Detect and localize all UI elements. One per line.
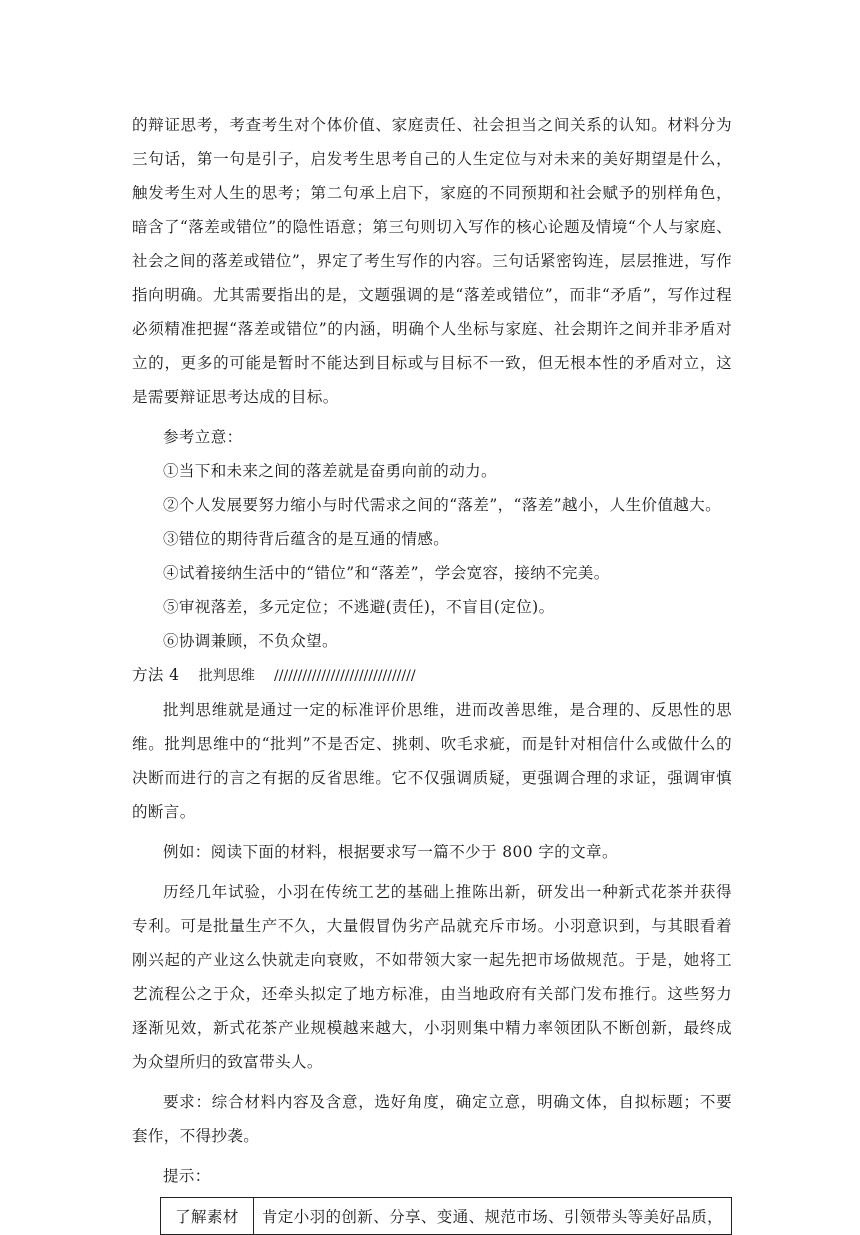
method-heading <box>132 658 732 693</box>
reference-item: ⑥协调兼顾，不负众望。 <box>163 632 338 650</box>
reference-item: ①当下和未来之间的落差就是奋勇向前的动力。 <box>163 462 497 480</box>
hint-key-cell: 了解素材 <box>161 1198 254 1235</box>
reference-item: ④试着接纳生活中的“错位”和“落差”，学会宽容，接纳不完美。 <box>163 564 610 582</box>
requirement-paragraph: 要求：综合材料内容及含意，选好角度，确定立意，明确文体，自拟标题；不要套作，不得抄袭。 <box>132 1093 732 1145</box>
analysis-paragraph: 的辩证思考，考查考生对个体价值、家庭责任、社会担当之间关系的认知。材料分为三句话，第一句是引子，启发考生思考自己的人生定位与对未来的美好期望是什么，触发考生对人生的思考；第二句承上启下，家庭的不同预期和社会赋予的别样角色，暗含了“落差或错位”的隐性语意；第三句则切入写作的核心论题及情境“个人与家庭、社会之间的落差或错位”，界定了考生写作的内容。三句话紧密钩连，层层推进，写作指向明确。尤其需要指出的是，文题强调的是“落差或错位”，而非“矛盾”，写作过程必须精准把握“落差或错位”的内涵，明确个人坐标与家庭、社会期许之间并非矛盾对立的，更多的可能是暂时不能达到目标或与目标不一致，但无根本性的矛盾对立，这是需要辩证思考达成的目标。 <box>132 116 732 406</box>
hint-title: 提示： <box>163 1167 211 1185</box>
hint-table <box>160 1197 732 1235</box>
hint-value-cell: 肯定小羽的创新、分享、变通、规范市场、引领带头等美好品质， <box>253 1198 731 1235</box>
method-title: 批判思维 <box>198 668 255 684</box>
reference-item: ③错位的期待背后蕴含的是互通的情感。 <box>163 530 450 548</box>
reference-item: ②个人发展要努力缩小与时代需求之间的“落差”，“落差”越小，人生价值越大。 <box>163 496 721 514</box>
table-row <box>161 1198 732 1235</box>
reference-title: 参考立意： <box>163 428 243 446</box>
material-paragraph: 历经几年试验，小羽在传统工艺的基础上推陈出新，研发出一种新式花茶并获得专利。可是批量生产不久，大量假冒伪劣产品就充斥市场。小羽意识到，与其眼看着刚兴起的产业这么快就走向衰败，不如带领大家一起先把市场做规范。于是，她将工艺流程公之于众，还牵头拟定了地方标准，由当地政府有关部门发布推行。这些努力逐渐见效，新式花茶产业规模越来越大，小羽则集中精力率领团队不断创新，最终成为众望所归的致富带头人。 <box>132 883 732 1071</box>
example-intro: 例如：阅读下面的材料，根据要求写一篇不少于 800 字的文章。 <box>163 843 618 861</box>
document-page <box>132 108 732 1235</box>
reference-list <box>132 454 732 658</box>
heading-decoration: ////////////////////////////// <box>274 668 416 684</box>
method-label: 方法 4 <box>132 666 180 684</box>
critical-thinking-paragraph: 批判思维就是通过一定的标准评价思维，进而改善思维，是合理的、反思性的思维。批判思维中的“批判”不是否定、挑刺、吹毛求疵，而是针对相信什么或做什么的决断而进行的言之有据的反省思维。它不仅强调质疑，更强调合理的求证，强调审慎的断言。 <box>132 701 732 821</box>
reference-item: ⑤审视落差，多元定位；不逃避(责任)，不盲目(定位)。 <box>163 598 555 616</box>
